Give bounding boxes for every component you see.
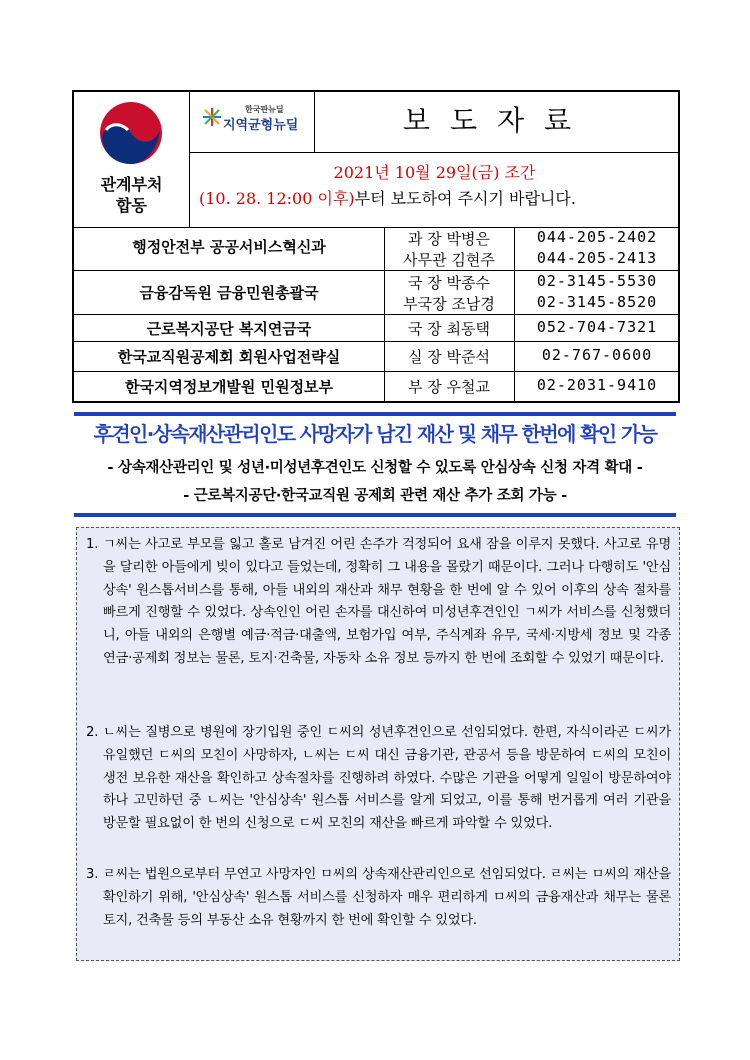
contact-org: 근로복지공단 복지연금국 (146, 320, 312, 338)
contact-person: 실 장 박준석 (408, 348, 490, 366)
brand-logo (189, 92, 314, 152)
contact-org: 행정안전부 공공서비스혁신과 (132, 238, 326, 256)
contact-person: 부국장 조남경 (403, 295, 495, 313)
paragraph-text: ㄹ씨는 법원으로부터 무연고 사망자인 ㅁ씨의 상속재산관리인으로 선임되었다. ㄹ씨는 ㅁ씨의 재산을 확인하기 위해, '안심상속' 원스톱 서비스를 신청하자 매우 편리하게 ㅁ씨의 금융재산과 채무는 물론 토지, 건축물 등의 부동산 소유 현황까지 한 번에 확인할 수 있었다. (103, 867, 671, 928)
paragraph-number: 3. (86, 867, 99, 882)
contact-org: 한국지역정보개발원 민원정보부 (124, 378, 334, 396)
ministry-logo-cell (74, 92, 189, 227)
headline: 후견인·상속재산관리인도 사망자가 남긴 재산 및 채무 한번에 확인 가능 (93, 422, 657, 446)
contact-person: 사무관 김현주 (403, 251, 495, 269)
contact-phone: 052-704-7321 (536, 318, 658, 336)
contact-phone: 044-205-2402 (536, 228, 658, 246)
brand-main-text: 지역균형뉴딜 (223, 118, 299, 133)
contact-phone: 044-205-2413 (536, 249, 658, 267)
ministry-label-line1: 관계부처 (100, 175, 163, 194)
contact-person: 과 장 박병은 (408, 230, 490, 248)
embargo-time: (10. 28. 12:00 이후) (199, 189, 355, 208)
subheadline: - 상속재산관리인 및 성년·미성년후견인도 신청할 수 있도록 안심상속 신청 자격 확대 - (107, 460, 643, 476)
paragraph-text: ㄱ씨는 사고로 부모를 잃고 홀로 남겨진 어린 손주가 걱정되어 요새 잠을 이루지 못했다. 사고로 유명을 달리한 아들에게 빚이 있다고 들었는데, 정확히 그 내용을 몰랐기 때문이다. 그러나 다행히도 '안심상속' 원스톱서비스를 통해, 아들 내외의 재산과 채무 현황을 한 번에 알 수 있어 이후의 상속 절차를 빠르게 진행할 수 있었다. 상속인인 어린 손자를 대신하여 미성년후견인인 ㄱ씨가 서비스를 신청했더니, 아들 내외의 은행별 예금·적금·대출액, 보험가입 여부, 주식계좌 유무, 국세·지방세 정보 및 각종 연금·공제회 정보는 물론, 토지·건축물, 자동차 소유 정보 등까지 한 번에 조회할 수 있었기 때문이다. (103, 537, 671, 666)
paragraph-number: 1. (86, 537, 99, 552)
case-paragraph (86, 722, 671, 836)
case-paragraph (86, 534, 671, 671)
release-date-block (189, 152, 680, 227)
case-examples-box (76, 527, 680, 961)
ministry-label-line2: 합동 (116, 196, 147, 215)
headline-top-rule (74, 412, 676, 416)
contact-phone: 02-3145-8520 (536, 293, 658, 311)
contact-person: 국 장 박종수 (408, 274, 490, 292)
press-release-header (72, 90, 680, 403)
brand-small-text: 한국판뉴딜 (245, 105, 284, 114)
contact-phone: 02-2031-9410 (536, 376, 658, 394)
contact-person: 국 장 최동택 (408, 320, 490, 338)
contact-org: 금융감독원 금융민원총괄국 (139, 284, 319, 302)
subheadline: - 근로복지공단·한국교직원 공제회 관련 재산 추가 조회 가능 - (183, 488, 567, 504)
contact-person: 부 장 우철교 (408, 378, 490, 396)
embargo-text: 부터 보도하여 주시기 바랍니다. (354, 189, 576, 208)
government-emblem-icon (98, 100, 164, 166)
contact-phone: 02-767-0600 (541, 346, 653, 364)
regional-new-deal-logo-icon (201, 106, 223, 128)
embargo-notice (199, 186, 576, 209)
contact-phone: 02-3145-5530 (536, 272, 658, 290)
headline-bottom-rule (74, 513, 676, 517)
case-paragraph (86, 864, 671, 932)
document-title: 보도자료 (402, 104, 592, 137)
paragraph-number: 2. (86, 725, 99, 740)
contact-org: 한국교직원공제회 회원사업전략실 (117, 348, 341, 366)
paragraph-text: ㄴ씨는 질병으로 병원에 장기입원 중인 ㄷ씨의 성년후견인으로 선임되었다. 한편, 자식이라곤 ㄷ씨가 유일했던 ㄷ씨의 모친이 사망하자, ㄴ씨는 ㄷ씨 대신 금융기관, 관공서 등을 방문하여 ㄷ씨의 모친이 생전 보유한 재산을 확인하고 상속절차를 진행하려 하였다. 수많은 기관을 어떻게 일일이 방문하여야 하나 고민하던 중 ㄴ씨는 '안심상속' 원스톱 서비스를 알게 되었고, 이를 통해 번거롭게 여러 기관을 방문할 필요없이 한 번의 신청으로 ㄷ씨 모친의 재산을 빠르게 파악할 수 있었다. (103, 725, 671, 832)
release-date: 2021년 10월 29일(금) 조간 (333, 163, 536, 182)
